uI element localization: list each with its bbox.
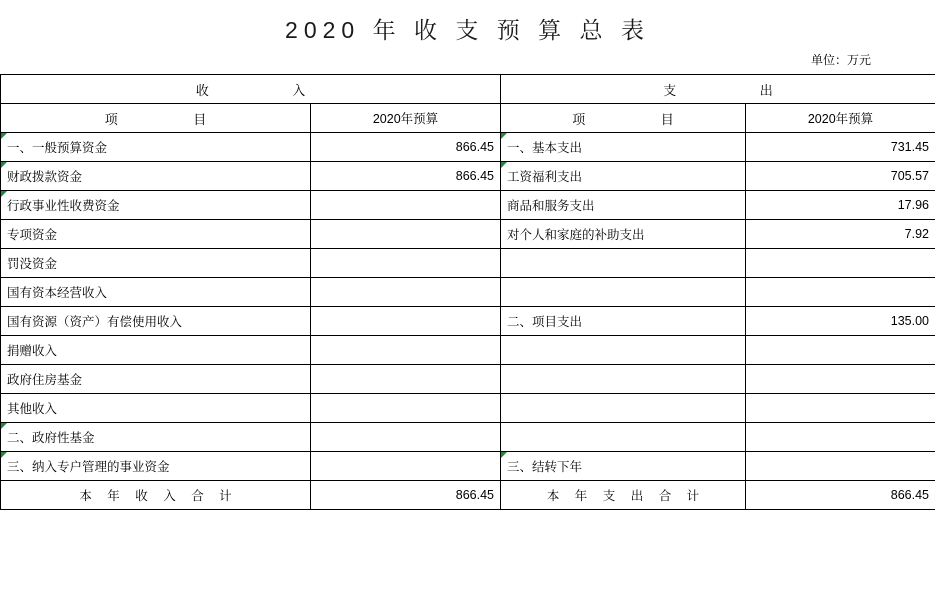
expense-total-value: 866.45 [746, 481, 935, 510]
income-budget-value [311, 220, 501, 249]
unit-note: 单位：万元 [810, 53, 871, 67]
header-expense-section: 支 出 [501, 75, 935, 104]
income-item-label: 捐赠收入 [1, 336, 311, 365]
income-item-label: 国有资本经营收入 [1, 278, 311, 307]
income-item-label: 政府住房基金 [1, 365, 311, 394]
income-budget-value: 866.45 [311, 162, 501, 191]
income-item-label: 二、政府性基金 [1, 423, 311, 452]
income-budget-value: 866.45 [311, 133, 501, 162]
expense-budget-value [746, 394, 935, 423]
table-body [1, 75, 935, 510]
table-row [1, 423, 935, 452]
income-item-label: 行政事业性收费资金 [1, 191, 311, 220]
table-row [1, 133, 935, 162]
expense-item-label: 二、项目支出 [501, 307, 746, 336]
income-total-value: 866.45 [311, 481, 501, 510]
income-item-label: 国有资源（资产）有偿使用收入 [1, 307, 311, 336]
table-header-column-row [1, 104, 935, 133]
income-budget-value [311, 336, 501, 365]
expense-budget-value: 17.96 [746, 191, 935, 220]
expense-item-label: 对个人和家庭的补助支出 [501, 220, 746, 249]
expense-item-label: 商品和服务支出 [501, 191, 746, 220]
income-total-label: 本 年 收 入 合 计 [1, 481, 311, 510]
expense-item-label [501, 336, 746, 365]
page-title: 2020 年 收 支 预 算 总 表 [285, 17, 650, 43]
expense-item-label [501, 365, 746, 394]
header-income-section: 收 入 [1, 75, 501, 104]
table-row [1, 162, 935, 191]
table-row [1, 278, 935, 307]
expense-budget-value [746, 336, 935, 365]
income-item-label: 专项资金 [1, 220, 311, 249]
budget-table [0, 74, 935, 510]
income-budget-value [311, 365, 501, 394]
income-item-label: 财政拨款资金 [1, 162, 311, 191]
income-budget-value [311, 278, 501, 307]
table-row [1, 394, 935, 423]
income-item-label: 一、一般预算资金 [1, 133, 311, 162]
expense-budget-value [746, 365, 935, 394]
income-item-label: 三、纳入专户管理的事业资金 [1, 452, 311, 481]
table-row [1, 452, 935, 481]
expense-budget-value [746, 249, 935, 278]
table-row [1, 307, 935, 336]
expense-item-label [501, 394, 746, 423]
expense-item-label [501, 423, 746, 452]
income-budget-value [311, 394, 501, 423]
table-total-row [1, 481, 935, 510]
income-budget-value [311, 307, 501, 336]
income-budget-value [311, 249, 501, 278]
expense-budget-value [746, 452, 935, 481]
expense-budget-value [746, 423, 935, 452]
income-budget-value [311, 452, 501, 481]
expense-budget-value [746, 278, 935, 307]
expense-budget-value: 135.00 [746, 307, 935, 336]
income-item-label: 罚没资金 [1, 249, 311, 278]
table-row [1, 336, 935, 365]
income-item-label: 其他收入 [1, 394, 311, 423]
table-header-section-row [1, 75, 935, 104]
income-budget-value [311, 191, 501, 220]
expense-item-label: 一、基本支出 [501, 133, 746, 162]
expense-budget-value: 7.92 [746, 220, 935, 249]
expense-item-label [501, 278, 746, 307]
header-expense-budget: 2020年预算 [746, 104, 935, 133]
table-row [1, 249, 935, 278]
expense-item-label: 工资福利支出 [501, 162, 746, 191]
header-expense-item: 项 目 [501, 104, 746, 133]
income-budget-value [311, 423, 501, 452]
expense-budget-value: 731.45 [746, 133, 935, 162]
table-row [1, 220, 935, 249]
table-row [1, 365, 935, 394]
table-row [1, 191, 935, 220]
expense-total-label: 本 年 支 出 合 计 [501, 481, 746, 510]
expense-budget-value: 705.57 [746, 162, 935, 191]
expense-item-label: 三、结转下年 [501, 452, 746, 481]
header-income-budget: 2020年预算 [311, 104, 501, 133]
expense-item-label [501, 249, 746, 278]
header-income-item: 项 目 [1, 104, 311, 133]
